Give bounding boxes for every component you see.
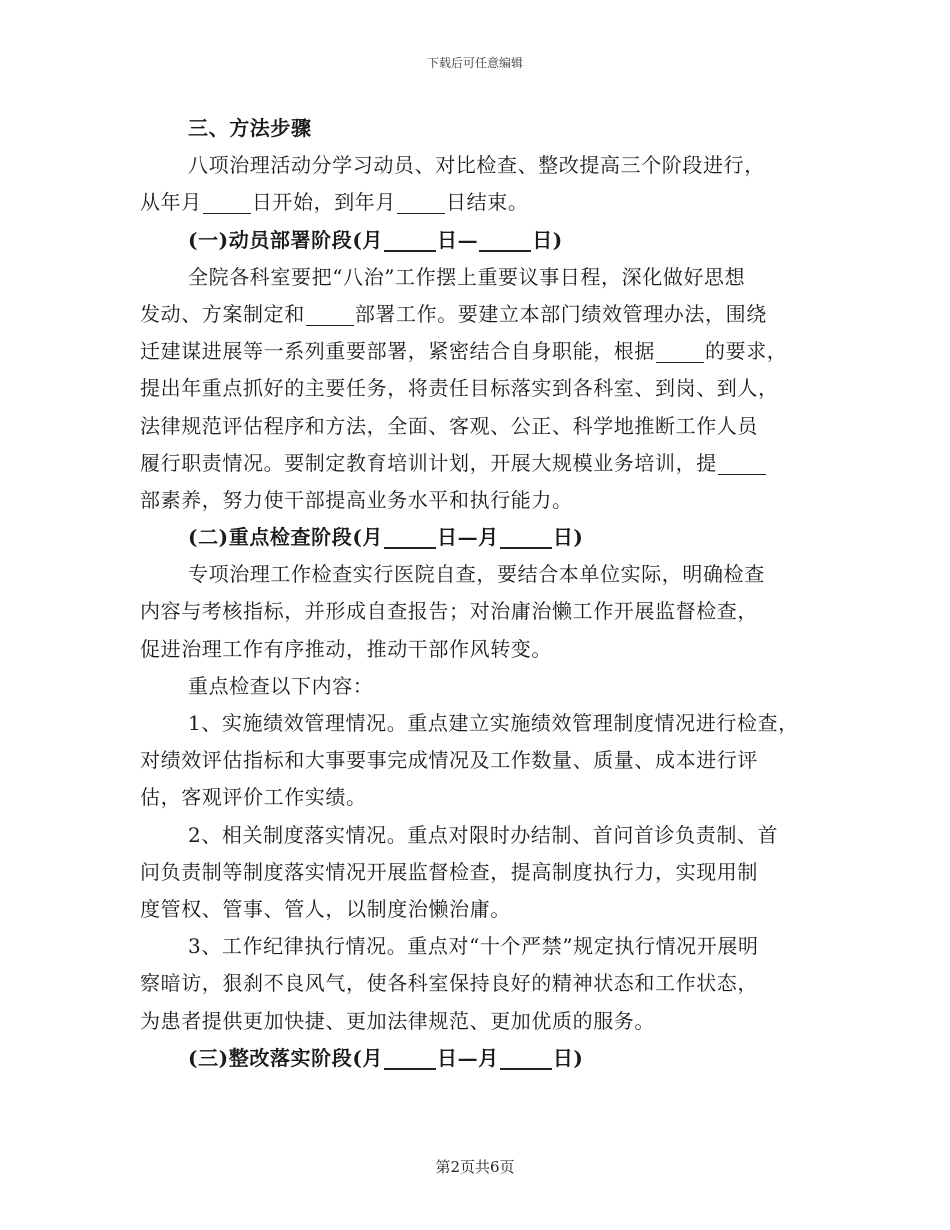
heading-text: 日— <box>437 227 479 252</box>
heading-text: 三、方法步骤 <box>188 116 312 140</box>
paragraph-line <box>140 370 830 407</box>
line-text: 重点检查以下内容： <box>188 673 374 698</box>
paragraph-line <box>140 184 830 221</box>
paragraph-line <box>140 556 830 593</box>
line-text: 迁建谋进展等一系列重要部署，紧密结合自身职能，根据 <box>140 339 655 364</box>
document-body <box>140 110 830 1077</box>
line-text: 问负责制等制度落实情况开展监督检查，提高制度执行力，实现用制 <box>140 859 758 884</box>
fill-blank <box>500 525 552 549</box>
heading-text: (二)重点检查阶段(月 <box>188 525 383 550</box>
line-text: 八项治理活动分学习动员、对比检查、整改提高三个阶段进行， <box>188 153 765 178</box>
heading-text: 日) <box>552 1045 584 1070</box>
line-text: 全院各科室要把“八治”工作摆上重要议事日程，深化做好思想 <box>188 264 746 289</box>
line-text: 的要求， <box>705 339 788 364</box>
heading-text: 日—月 <box>437 525 499 550</box>
paragraph-line <box>140 965 830 1002</box>
line-text: 2、相关制度落实情况。重点对限时办结制、首问首诊负责制、首 <box>188 822 779 847</box>
fill-blank <box>203 191 251 214</box>
line-text: 部素养，努力使干部提高业务水平和执行能力。 <box>140 487 573 512</box>
line-text: 履行职责情况。要制定教育培训计划，开展大规模业务培训，提 <box>140 450 717 475</box>
page-footer: 第2页共6页 <box>435 1158 515 1176</box>
paragraph-line <box>140 259 830 296</box>
heading-text: 日) <box>552 525 584 550</box>
fill-blank <box>656 340 704 363</box>
paragraph-line <box>140 333 830 370</box>
line-text: 法律规范评估程序和方法，全面、客观、公正、科学地推断工作人员 <box>140 413 758 438</box>
subsection-heading <box>140 519 830 556</box>
paragraph-line <box>140 408 830 445</box>
line-text: 提出年重点抓好的主要任务，将责任目标落实到各科室、到岗、到人， <box>140 376 779 401</box>
paragraph-line <box>140 631 830 668</box>
paragraph-line <box>140 593 830 630</box>
line-text: 估，客观评价工作实绩。 <box>140 785 367 810</box>
fill-blank <box>384 1046 436 1070</box>
line-text: 从年月 <box>140 190 202 215</box>
paragraph-line <box>140 705 830 742</box>
fill-blank <box>479 228 531 252</box>
line-text: 3、工作纪律执行情况。重点对“十个严禁”规定执行情况开展明 <box>188 934 759 959</box>
heading-text: (一)动员部署阶段(月 <box>188 227 383 252</box>
paragraph-line <box>140 296 830 333</box>
heading-text: 日) <box>532 227 563 252</box>
fill-blank <box>306 303 354 326</box>
paragraph-line <box>140 482 830 519</box>
section-heading <box>140 110 830 147</box>
subsection-heading <box>140 222 830 259</box>
heading-text: (三)整改落实阶段(月 <box>188 1045 383 1070</box>
paragraph-line <box>140 668 830 705</box>
line-text: 1、实施绩效管理情况。重点建立实施绩效管理制度情况进行检查， <box>188 711 799 735</box>
heading-text: 日—月 <box>437 1045 499 1070</box>
page-header: 下载后可任意编辑 <box>426 56 523 70</box>
paragraph-line <box>140 742 830 779</box>
line-text: 部署工作。要建立本部门绩效管理办法，围绕 <box>354 301 767 326</box>
fill-blank <box>397 191 445 214</box>
paragraph-line <box>140 1003 830 1040</box>
paragraph-line <box>140 779 830 816</box>
subsection-heading <box>140 1040 830 1077</box>
fill-blank <box>500 1046 552 1070</box>
paragraph-line <box>140 928 830 965</box>
line-text: 促进治理工作有序推动，推动干部作风转变。 <box>140 636 552 661</box>
paragraph-line <box>140 817 830 854</box>
fill-blank <box>718 452 766 475</box>
fill-blank <box>384 525 436 549</box>
line-text: 度管权、管事、管人，以制度治懒治庸。 <box>140 896 511 921</box>
line-text: 日结束。 <box>446 190 529 215</box>
line-text: 日开始，到年月 <box>251 190 397 215</box>
paragraph-line <box>140 854 830 891</box>
line-text: 内容与考核指标，并形成自查报告；对治庸治懒工作开展监督检查， <box>140 599 758 624</box>
paragraph-line <box>140 891 830 928</box>
paragraph-line <box>140 445 830 482</box>
line-text: 为患者提供更加快捷、更加法律规范、更加优质的服务。 <box>140 1008 655 1033</box>
paragraph-line <box>140 147 830 184</box>
line-text: 对绩效评估指标和大事要事完成情况及工作数量、质量、成本进行评 <box>140 748 758 773</box>
line-text: 发动、方案制定和 <box>140 301 305 326</box>
line-text: 察暗访，狠刹不良风气，使各科室保持良好的精神状态和工作状态， <box>140 971 758 996</box>
fill-blank <box>384 228 436 252</box>
line-text: 专项治理工作检查实行医院自查，要结合本单位实际，明确检查 <box>188 562 765 587</box>
